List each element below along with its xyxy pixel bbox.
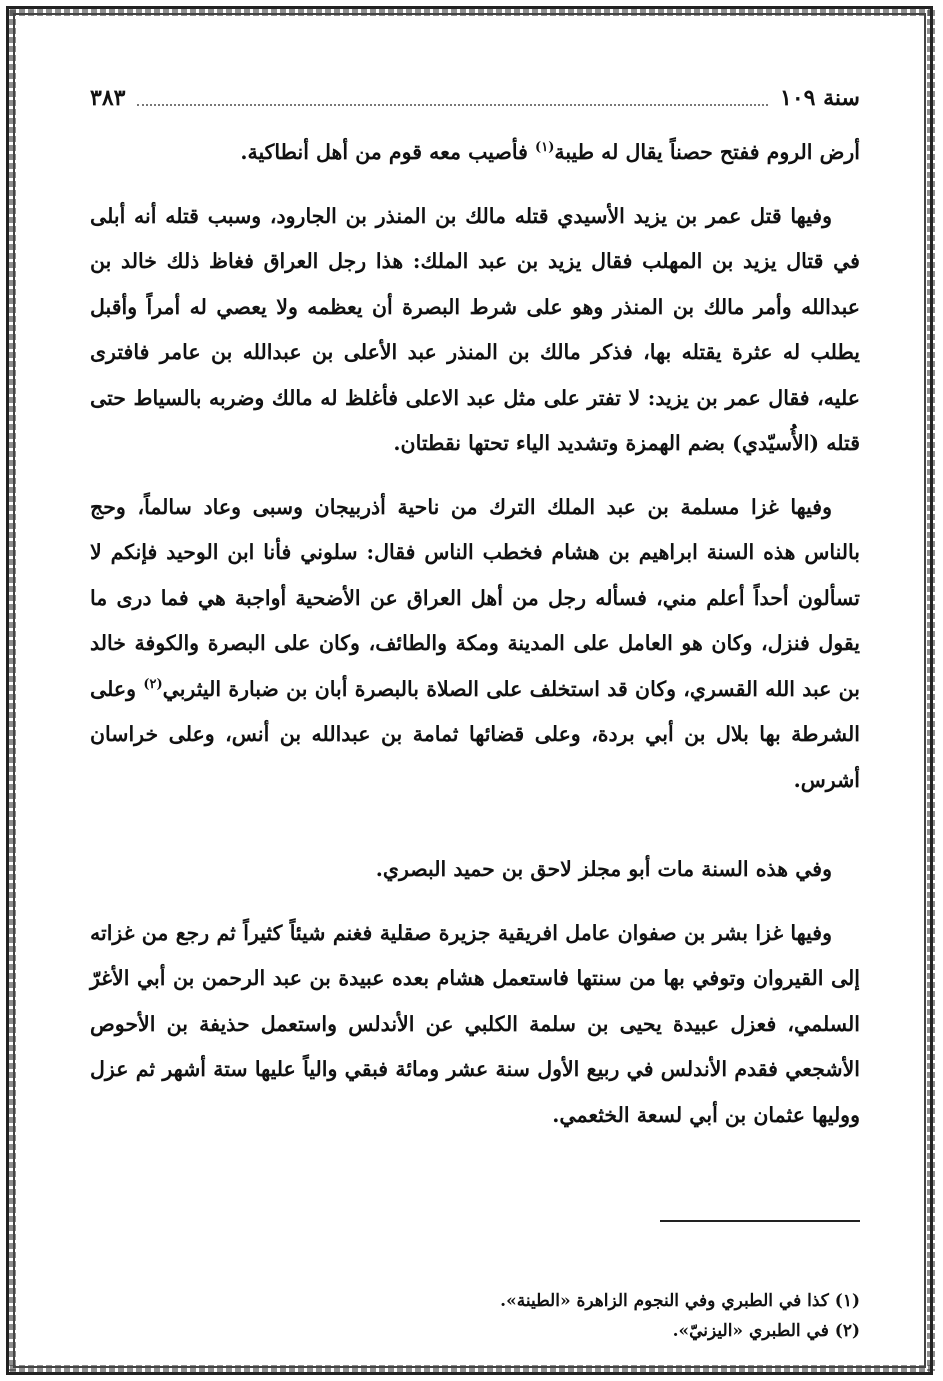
paragraph-3: وفي هذه السنة مات أبو مجلز لاحق بن حميد البصري. xyxy=(375,857,832,881)
paragraph-0 xyxy=(90,130,860,176)
running-header xyxy=(90,80,860,116)
footnote-separator xyxy=(660,1220,860,1222)
paragraph-0-end: فأصيب معه قوم من أهل أنطاكية. xyxy=(240,140,536,164)
footnote-1: (١) كذا في الطبري وفي النجوم الزاهرة «الطينة». xyxy=(500,1291,860,1311)
footnote-ref-1: (١) xyxy=(535,140,555,156)
header-year: سنة ١٠٩ xyxy=(780,85,860,111)
page-content xyxy=(90,80,860,1341)
main-text xyxy=(90,130,860,1138)
footnote-ref-2: (٢) xyxy=(143,676,163,692)
paragraph-0-text: أرض الروم ففتح حصناً يقال له طيبة xyxy=(554,140,860,164)
paragraph-4: وفيها غزا بشر بن صفوان عامل افريقية جزيرة صقلية فغنم شيئاً كثيراً ثم رجع من غزاته إلى القيروان وتوفي بها من سنتها فاستعمل هشام بعده عبيدة بن عبد الرحمن بن أبي الأغرّ السلمي، فعزل عبيدة يحيى بن سلمة الكلبي عن الأندلس واستعمل حذيفة بن الأحوص الأشجعي فقدم الأندلس في ربيع الأول سنة عشر ومائة فبقي والياً عليها ستة أشهر ثم عزل ووليها عثمان بن أبي لسعة الخثعمي. xyxy=(90,920,860,1127)
paragraph-2-end: وعلى الشرطة بها بلال بن أبي بردة، وعلى قضائها ثمامة بن عبدالله بن أنس، وعلى خراسان أشرس. xyxy=(90,676,860,792)
footnotes xyxy=(90,1220,860,1346)
header-leader-dots xyxy=(137,90,768,106)
paragraph-1: وفيها قتل عمر بن يزيد الأسيدي قتله مالك بن المنذر بن الجارود، وسبب قتله أنه أبلى في قتال يزيد بن المهلب فقال يزيد بن عبد الملك: هذا رجل العراق فغاظ ذلك خالد بن عبدالله وأمر مالك بن المنذر وهو على شرط البصرة أن يعظمه ولا يعصي له أمراً وأقبل يطلب له عثرة يقتله بها، فذكر مالك بن المنذر عبد الأعلى بن عبدالله بن عامر فافترى عليه، فقال عمر بن يزيد: لا تفتر على مثل عبد الاعلى فأغلظ له مالك وضربه بالسياط حتى قتله (الأُسيّدي) بضم الهمزة وتشديد الياء تحتها نقطتان. xyxy=(90,203,860,455)
footnote-2: (٢) في الطبري «اليزنيّ». xyxy=(672,1321,860,1341)
paragraph-2 xyxy=(90,485,860,804)
page-number: ٣٨٣ xyxy=(90,85,126,111)
paragraph-2-text: وفيها غزا مسلمة بن عبد الملك الترك من ناحية أذربيجان وسبى وعاد سالماً، وحج بالناس هذه السنة ابراهيم بن هشام فخطب الناس فقال: سلوني فأنا ابن الوحيد فإنكم لا تسألون أحداً أعلم مني، فسأله رجل من أهل العراق عن الأضحية أواجبة هي فما درى ما يقول فنزل، وكان هو العامل على المدينة ومكة والطائف، وكان على البصرة والكوفة خالد بن عبد الله القسري، وكان قد استخلف على الصلاة بالبصرة أبان بن ضبارة اليثربي xyxy=(90,494,860,701)
